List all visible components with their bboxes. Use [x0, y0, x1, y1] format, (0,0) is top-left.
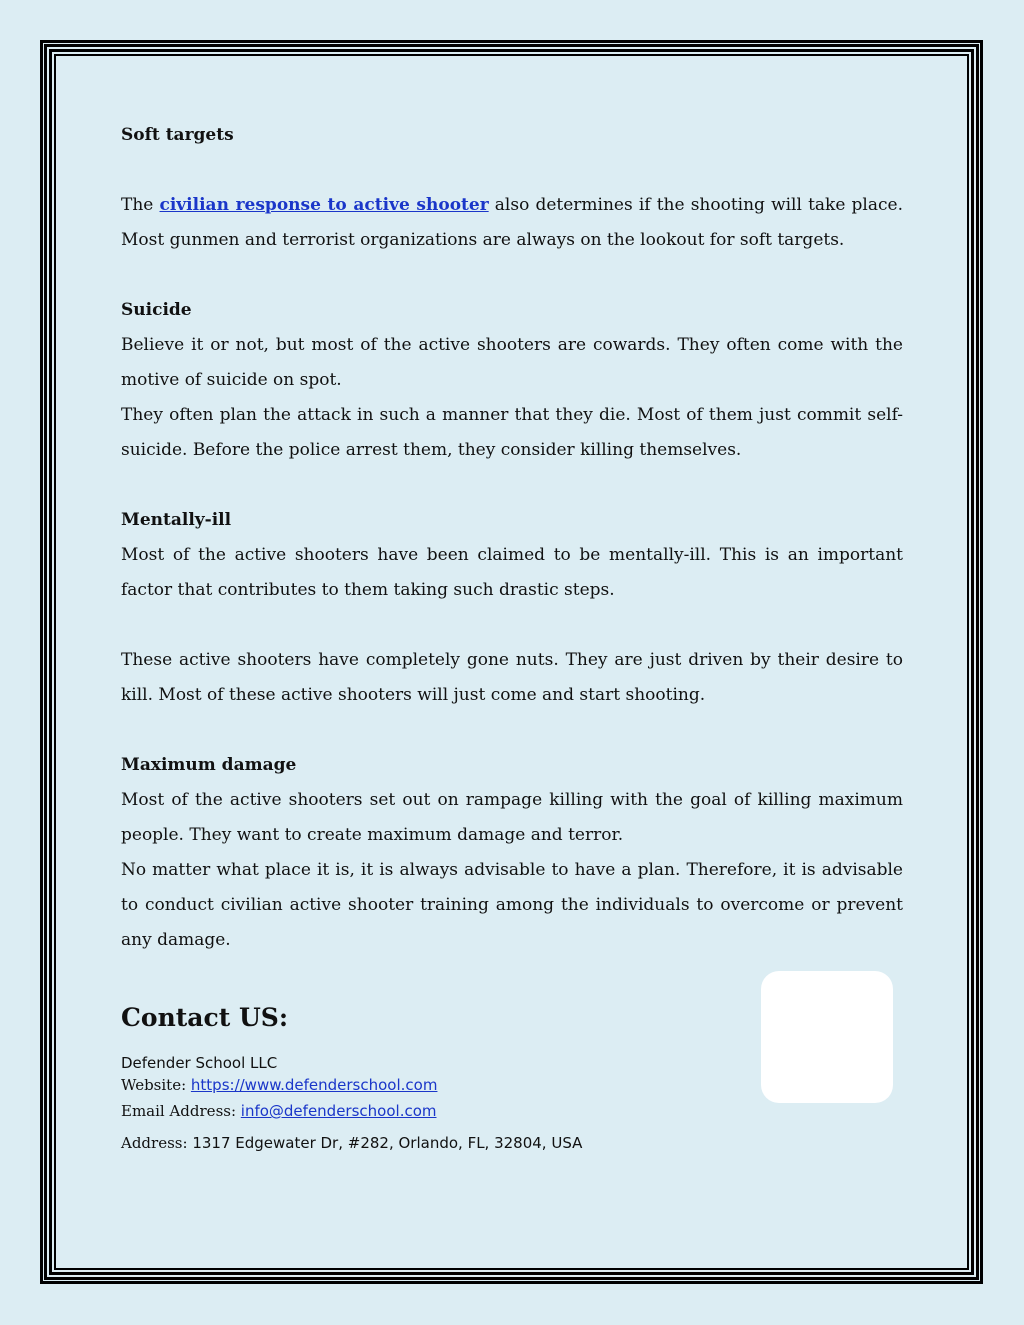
paragraph-maximum-damage-2: No matter what place it is, it is always advisable to have a plan. Therefore, it is advisable to conduct civilian active shooter training among the individuals to overcome or prevent any damage.	[121, 860, 903, 950]
paragraph-maximum-damage-1: Most of the active shooters set out on rampage killing with the goal of killing maximum people. They want to create maximum damage and terror.	[121, 790, 903, 845]
website-line	[121, 1073, 721, 1097]
address-value: 1317 Edgewater Dr, #282, Orlando, FL, 32804, USA	[192, 1134, 583, 1152]
website-label: Website:	[121, 1076, 191, 1094]
paragraph-suicide-1: Believe it or not, but most of the active shooters are cowards. They often come with the motive of suicide on spot.	[121, 335, 903, 390]
email-line	[121, 1099, 721, 1123]
contact-section	[121, 1003, 721, 1155]
qr-code-placeholder	[761, 971, 893, 1103]
heading-maximum-damage: Maximum damage	[121, 755, 297, 775]
heading-suicide: Suicide	[121, 300, 192, 320]
para-prefix: The	[121, 195, 160, 215]
address-line	[121, 1131, 721, 1155]
email-link[interactable]: info@defenderschool.com	[240, 1102, 437, 1120]
para-suffix: also determines if the shooting will take place. Most gunmen and terrorist organizations are always on the lookout for soft targets.	[121, 195, 903, 250]
heading-soft-targets: Soft targets	[121, 125, 234, 145]
address-label: Address:	[121, 1134, 193, 1152]
paragraph-mentally-ill-2: These active shooters have completely gone nuts. They are just driven by their desire to kill. Most of these active shooters will just come and start shooting.	[121, 650, 903, 705]
paragraph-suicide-2: They often plan the attack in such a manner that they die. Most of them just commit self-suicide. Before the police arrest them, they consider killing themselves.	[121, 405, 903, 460]
website-link[interactable]: https://www.defenderschool.com	[190, 1076, 438, 1094]
document-body	[121, 118, 903, 958]
contact-title: Contact US:	[121, 1003, 289, 1032]
heading-mentally-ill: Mentally-ill	[121, 510, 232, 530]
company-name: Defender School LLC	[121, 1054, 278, 1072]
email-label: Email Address:	[121, 1102, 241, 1120]
civilian-response-link[interactable]: civilian response to active shooter	[159, 195, 489, 215]
paragraph-soft-targets	[121, 188, 903, 258]
paragraph-mentally-ill-1: Most of the active shooters have been claimed to be mentally-ill. This is an important factor that contributes to them taking such drastic steps.	[121, 545, 903, 600]
